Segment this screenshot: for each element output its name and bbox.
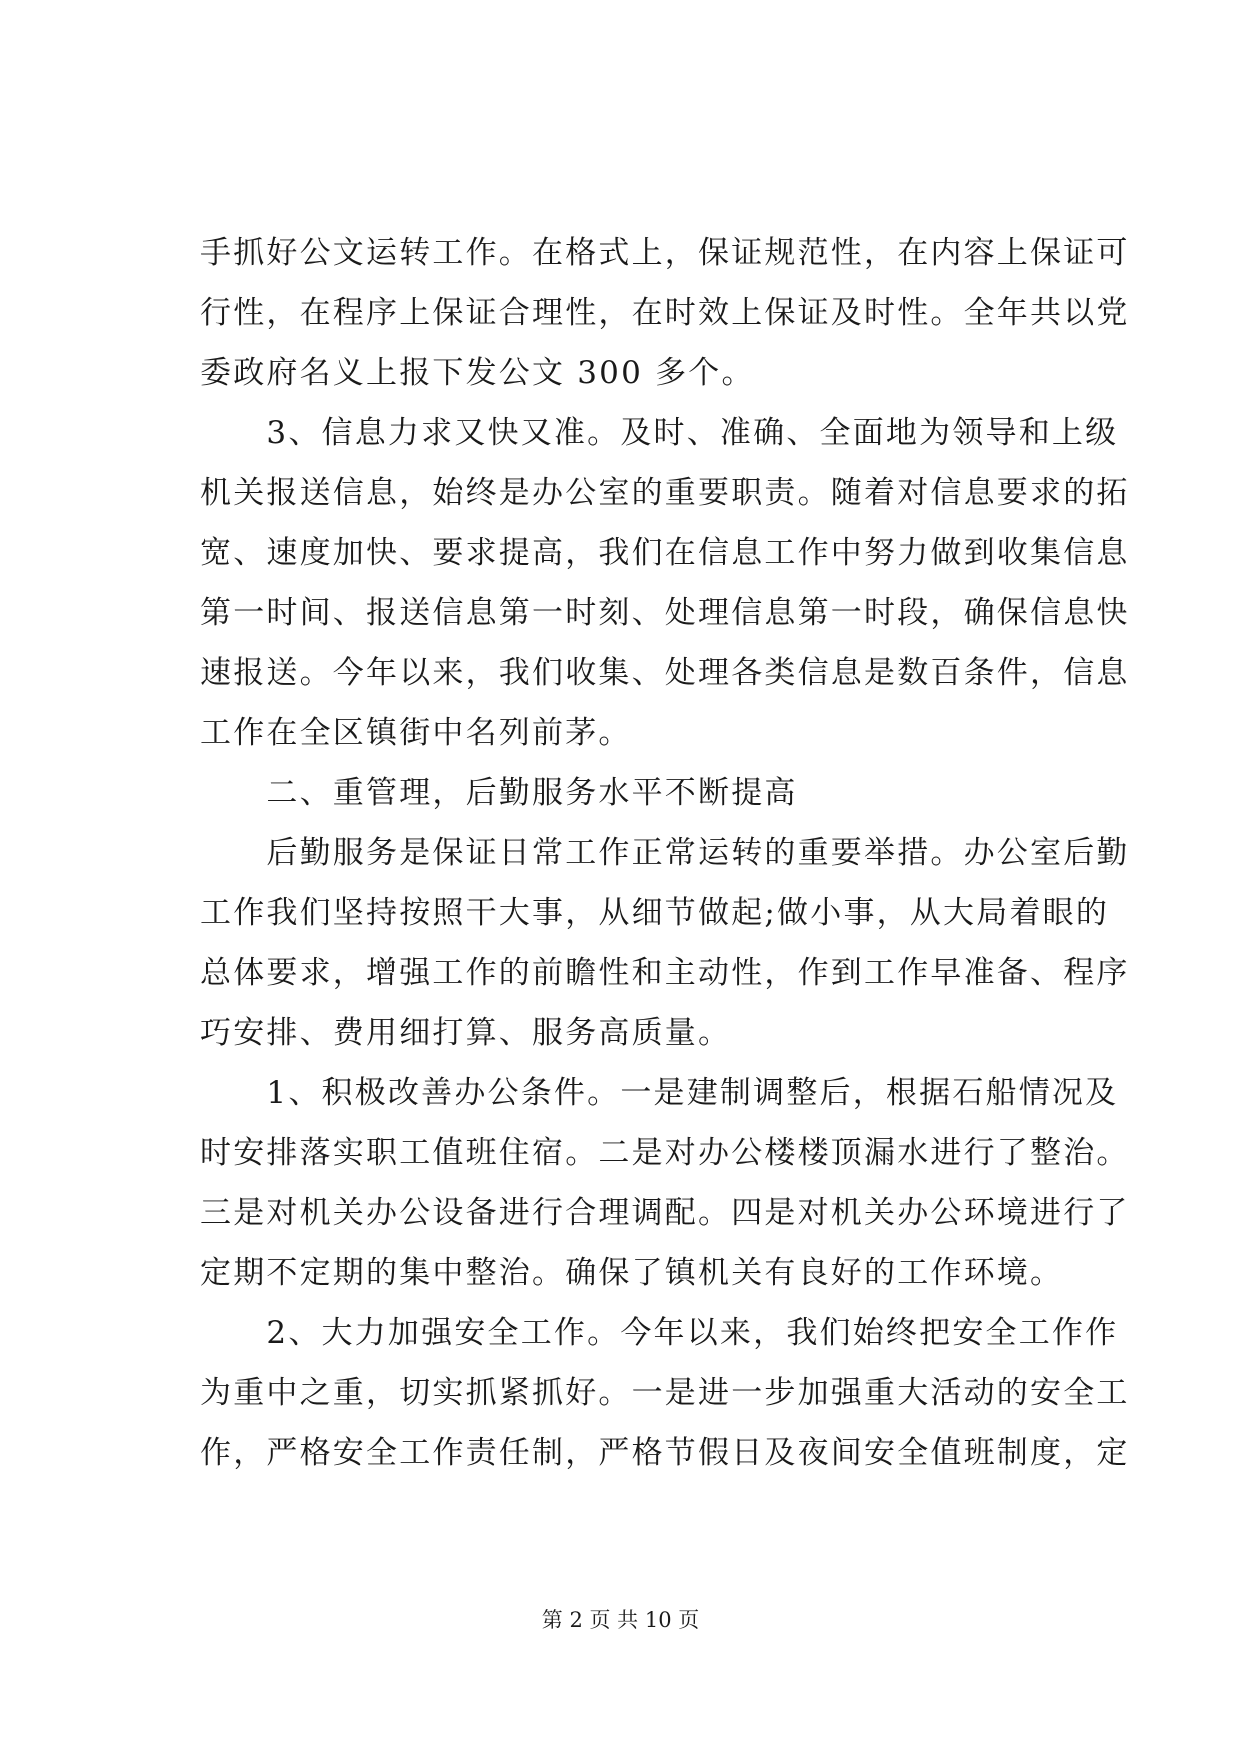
document-body	[200, 223, 1130, 1483]
text-line: 工作在全区镇街中名列前茅。	[200, 715, 632, 751]
text-line: 1、积极改善办公条件。一是建制调整后，根据石船情况及	[200, 1075, 1119, 1111]
text-line: 作，严格安全工作责任制，严格节假日及夜间安全值班制度，定	[200, 1435, 1130, 1471]
section-heading: 二、重管理，后勤服务水平不断提高	[200, 775, 798, 811]
text-line: 速报送。今年以来，我们收集、处理各类信息是数百条件，信息	[200, 655, 1130, 691]
text-line: 工作我们坚持按照干大事，从细节做起;做小事，从大局着眼的	[200, 895, 1110, 931]
text-line: 第一时间、报送信息第一时刻、处理信息第一时段，确保信息快	[200, 595, 1130, 631]
text-line: 机关报送信息，始终是办公室的重要职责。随着对信息要求的拓	[200, 475, 1130, 511]
text-line: 委政府名义上报下发公文 300 多个。	[200, 355, 755, 391]
page-number-footer: 第 2 页 共 10 页	[541, 1608, 700, 1632]
text-line: 时安排落实职工值班住宿。二是对办公楼楼顶漏水进行了整治。	[200, 1135, 1130, 1171]
text-line: 手抓好公文运转工作。在格式上，保证规范性，在内容上保证可	[200, 235, 1130, 271]
text-line: 2、大力加强安全工作。今年以来，我们始终把安全工作作	[200, 1315, 1119, 1351]
text-line: 总体要求，增强工作的前瞻性和主动性，作到工作早准备、程序	[200, 955, 1130, 991]
text-line: 三是对机关办公设备进行合理调配。四是对机关办公环境进行了	[200, 1195, 1130, 1231]
text-line: 宽、速度加快、要求提高，我们在信息工作中努力做到收集信息	[200, 535, 1130, 571]
text-line: 为重中之重，切实抓紧抓好。一是进一步加强重大活动的安全工	[200, 1375, 1130, 1411]
text-line: 行性，在程序上保证合理性，在时效上保证及时性。全年共以党	[200, 295, 1130, 331]
text-line: 后勤服务是保证日常工作正常运转的重要举措。办公室后勤	[200, 835, 1130, 871]
text-line: 3、信息力求又快又准。及时、准确、全面地为领导和上级	[200, 415, 1119, 451]
text-line: 定期不定期的集中整治。确保了镇机关有良好的工作环境。	[200, 1255, 1064, 1291]
text-line: 巧安排、费用细打算、服务高质量。	[200, 1015, 732, 1051]
